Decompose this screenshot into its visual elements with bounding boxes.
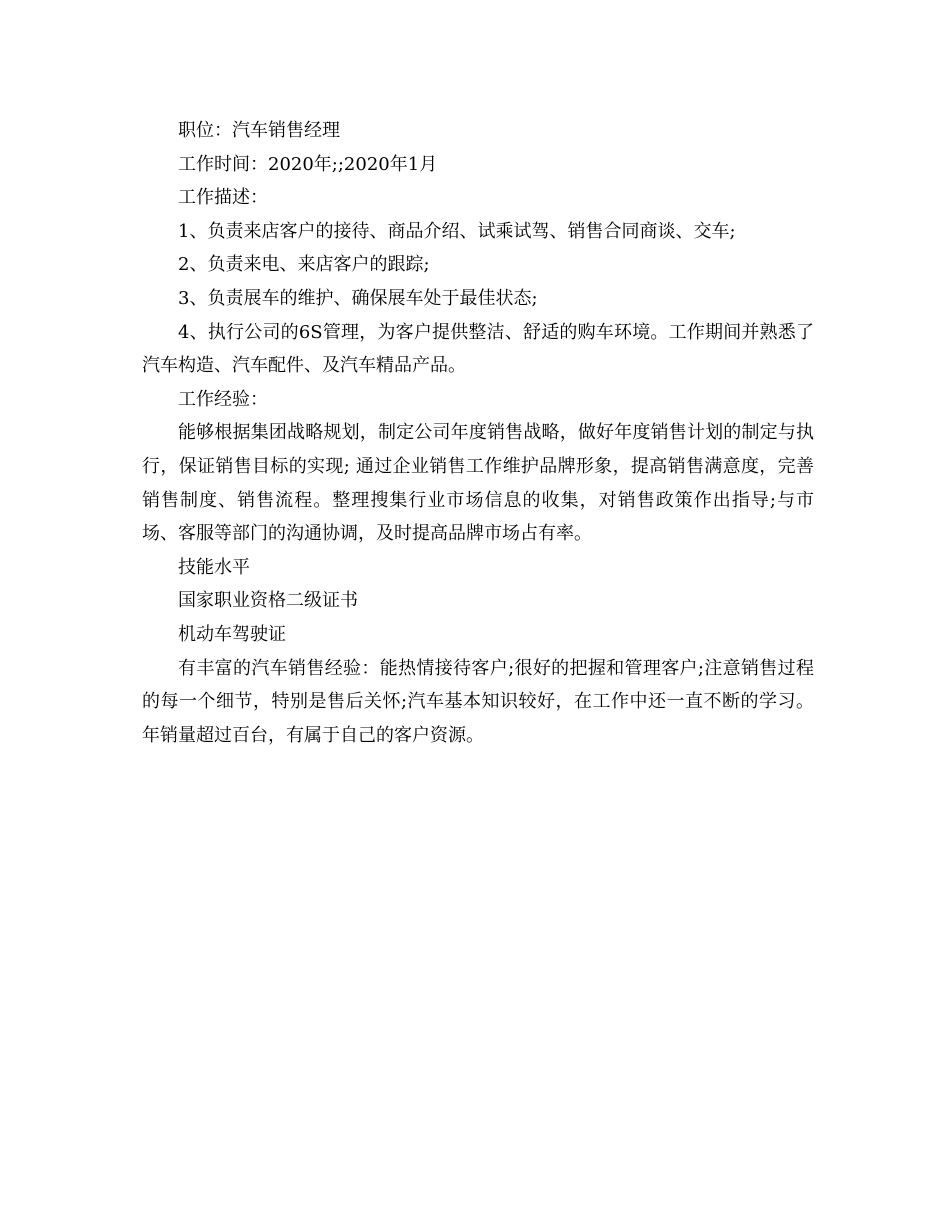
- experience-heading: 工作经验：: [178, 388, 268, 410]
- duty-item: 4、执行公司的6S管理，为客户提供整洁、舒适的购车环境。工作期间并熟悉了汽车构造、汽车配件、及汽车精品产品。: [142, 321, 814, 377]
- position-line: 职位：汽车销售经理: [178, 120, 340, 141]
- document-body: [142, 114, 814, 752]
- duty-item: 1、负责来店客户的接待、商品介绍、试乘试驾、销售合同商谈、交车;: [178, 220, 736, 242]
- work-description-heading: 工作描述：: [178, 187, 268, 209]
- work-time-line: 工作时间：2020年;;2020年1月: [178, 153, 438, 175]
- experience-paragraph: 能够根据集团战略规划，制定公司年度销售战略，做好年度销售计划的制定与执行，保证销售目标的实现; 通过企业销售工作维护品牌形象，提高销售满意度，完善销售制度、销售流程。整理搜集行业市场信息的收集，对销售政策作出指导;与市场、客服等部门的沟通协调，及时提高品牌市场占有率。: [142, 422, 814, 545]
- summary-paragraph: 有丰富的汽车销售经验：能热情接待客户;很好的把握和管理客户;注意销售过程的每一个细节，特别是售后关怀;汽车基本知识较好，在工作中还一直不断的学习。年销量超过百台，有属于自己的客户资源。: [142, 657, 814, 746]
- certificate-item: 国家职业资格二级证书: [178, 590, 358, 612]
- certificate-item: 机动车驾驶证: [178, 623, 286, 645]
- duty-item: 3、负责展车的维护、确保展车处于最佳状态;: [178, 287, 538, 309]
- duty-item: 2、负责来电、来店客户的跟踪;: [178, 254, 430, 276]
- skills-heading: 技能水平: [178, 556, 250, 578]
